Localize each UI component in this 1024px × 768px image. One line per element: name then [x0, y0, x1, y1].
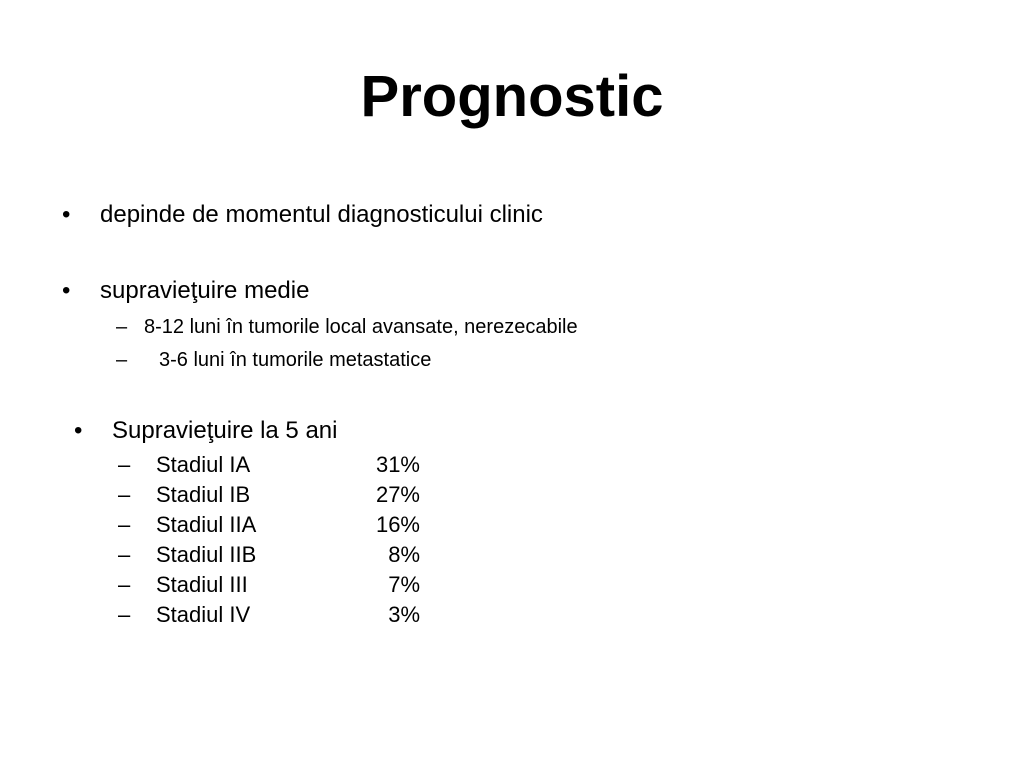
- sub-item: [116, 347, 756, 373]
- stage-row: [118, 600, 438, 630]
- bullet-item: [62, 200, 762, 230]
- stage-row: [118, 510, 438, 540]
- stage-value: 31%: [375, 452, 420, 477]
- stage-marker: –: [118, 572, 131, 597]
- stage-marker: –: [118, 512, 131, 537]
- bullet-text: Supravieţuire la 5 ani: [112, 417, 338, 444]
- bullet-marker: •: [62, 277, 71, 304]
- bullet-text: depinde de momentul diagnosticului clinic: [100, 201, 543, 228]
- stage-marker: –: [118, 482, 131, 507]
- stage-value: 7%: [388, 572, 420, 597]
- sub-item: [116, 314, 756, 340]
- sub-text: 3-6 luni în tumorile metastatice: [159, 349, 432, 371]
- stage-value: 8%: [388, 542, 420, 567]
- sub-marker: –: [116, 349, 128, 371]
- stage-row: [118, 450, 438, 480]
- stage-label: Stadiul IB: [156, 482, 251, 507]
- bullet-marker: •: [74, 417, 83, 444]
- bullet-item: [62, 276, 762, 306]
- bullet-text: supravieţuire medie: [100, 277, 310, 304]
- stage-marker: –: [118, 602, 131, 627]
- stage-value: 3%: [388, 602, 420, 627]
- stage-row: [118, 540, 438, 570]
- sub-text: 8-12 luni în tumorile local avansate, nerezecabile: [144, 316, 578, 338]
- stage-label: Stadiul IIA: [156, 512, 257, 537]
- stage-row: [118, 570, 438, 600]
- stage-row: [118, 480, 438, 510]
- stage-value: 27%: [375, 482, 420, 507]
- stage-label: Stadiul IIB: [156, 542, 257, 567]
- stage-marker: –: [118, 452, 131, 477]
- stage-marker: –: [118, 542, 131, 567]
- stage-label: Stadiul IA: [156, 452, 251, 477]
- stage-value: 16%: [375, 512, 420, 537]
- stage-label: Stadiul III: [156, 572, 248, 597]
- stage-label: Stadiul IV: [156, 602, 251, 627]
- slide-title: Prognostic: [360, 64, 664, 129]
- sub-marker: –: [116, 316, 128, 338]
- bullet-item: [74, 416, 774, 446]
- bullet-marker: •: [62, 201, 71, 228]
